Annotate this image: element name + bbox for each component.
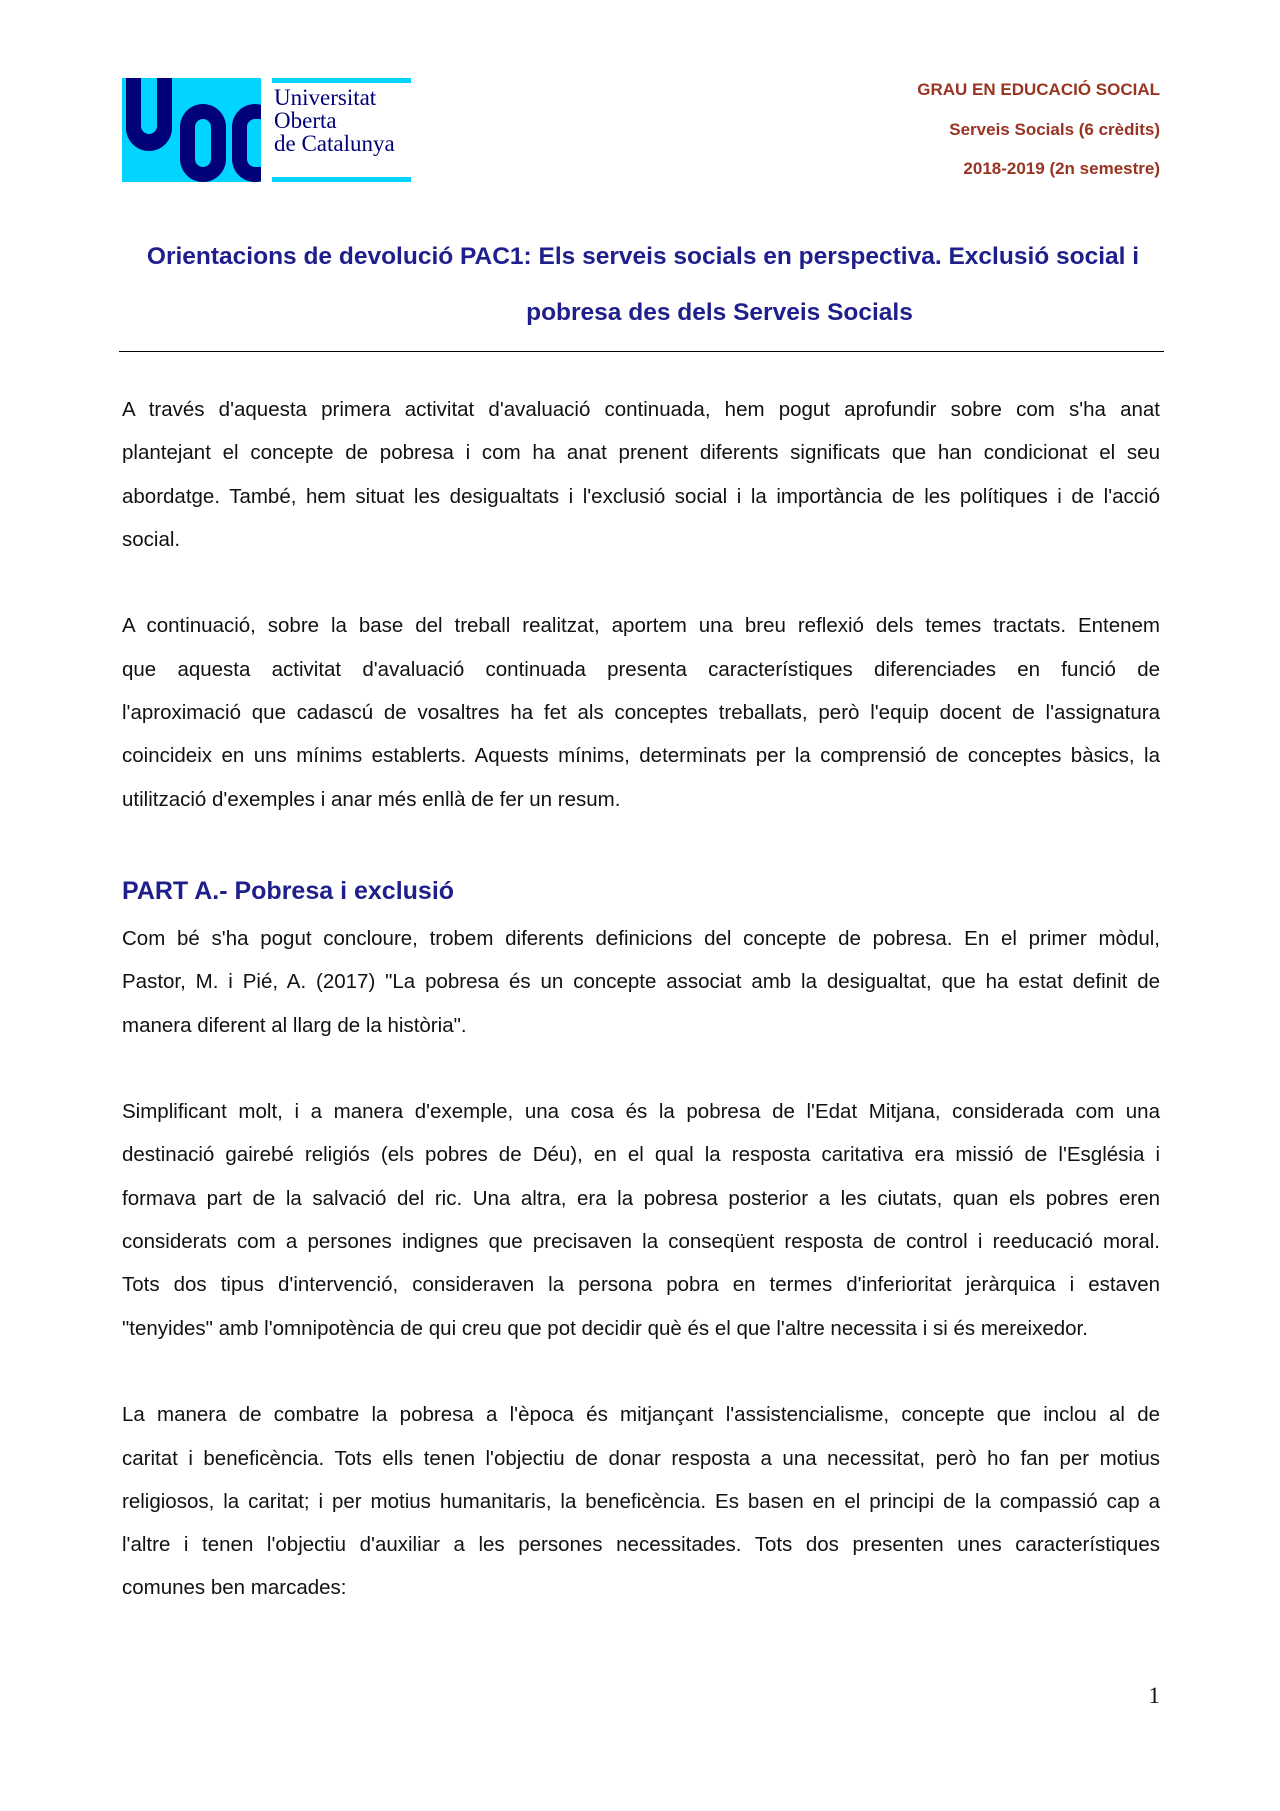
subject-name: Serveis Socials (6 crèdits): [949, 119, 1160, 139]
paragraph-line: l'aproximació que cadascú de vosaltres ha fet als conceptes treballats, però l'equip docent de l'assignatura: [122, 701, 1160, 725]
paragraph-line: A continuació, sobre la base del treball realitzat, aportem una breu reflexió dels temes tractats. Entenem: [122, 614, 1160, 638]
paragraph-line: formava part de la salvació del ric. Una altra, era la pobresa posterior a les ciutats, quan els pobres eren: [122, 1186, 1160, 1210]
paragraph-line: plantejant el concepte de pobresa i com ha anat prenent diferents significats que han condicionat el seu: [122, 441, 1160, 465]
paragraph-line: Pastor, M. i Pié, A. (2017) "La pobresa és un concepte associat amb la desigualtat, que ha estat definit de: [122, 970, 1160, 994]
logo-letter-c-counter: [247, 119, 267, 167]
uoc-logo: [122, 78, 411, 182]
paragraph-line: A través d'aquesta primera activitat d'avaluació continuada, hem pogut aprofundir sobre com s'ha anat: [122, 398, 1160, 421]
paragraph-line: Simplificant molt, i a manera d'exemple, una cosa és la pobresa de l'Edat Mitjana, considerada com una: [122, 1100, 1160, 1124]
logo-top-bar: [272, 78, 411, 83]
paragraph-line: manera diferent al llarg de la història".: [122, 1013, 467, 1037]
document-title: [122, 229, 1164, 341]
title-line: Orientacions de devolució PAC1: Els serveis socials en perspectiva. Exclusió social i: [146, 243, 1140, 270]
paragraph: [122, 917, 1160, 1047]
paragraph-line: abordatge. També, hem situat les desigualtats i l'exclusió social i la importància de les polítiques i de l'acció: [122, 484, 1160, 508]
paragraph-line: "tenyides" amb l'omnipotència de qui creu que pot decidir què és el que l'altre necessita i si és mereixedor.: [122, 1316, 1088, 1340]
paragraph: [122, 1090, 1160, 1350]
logo-text-line: Oberta: [274, 108, 337, 133]
paragraph-line: Com bé s'ha pogut concloure, trobem diferents definicions del concepte de pobresa. En el primer mòdul,: [122, 926, 1160, 950]
paragraph-line: Tots dos tipus d'intervenció, consideraven la persona pobra en termes d'inferioritat jeràrquica i estaven: [122, 1273, 1160, 1297]
page-number: 1: [1148, 1683, 1160, 1708]
title-divider: [119, 351, 1164, 352]
paragraph-line: caritat i beneficència. Tots ells tenen l'objectiu de donar resposta a una necessitat, però ho fan per motius: [122, 1446, 1160, 1470]
paragraph-line: que aquesta activitat d'avaluació continuada presenta característiques diferenciades en funció de: [122, 657, 1160, 681]
logo-text-line: Universitat: [274, 85, 377, 110]
paragraph: [122, 604, 1160, 820]
paragraph-line: social.: [122, 527, 181, 551]
paragraph-line: l'altre i tenen l'objectiu d'auxiliar a les persones necessitades. Tots dos presenten unes característiques: [122, 1533, 1160, 1557]
title-line: pobresa des dels Serveis Socials: [526, 299, 913, 326]
degree-name: GRAU EN EDUCACIÓ SOCIAL: [917, 80, 1160, 99]
logo-bottom-bar: [272, 177, 411, 182]
paragraph-line: destinació gairebé religiós (els pobres de Déu), en el qual la resposta caritativa era missió de l'Església i: [122, 1143, 1160, 1167]
logo-text-line: de Catalunya: [274, 131, 395, 156]
paragraph-line: coincideix en uns mínims establerts. Aquests mínims, determinats per la comprensió de conceptes bàsics, la: [122, 744, 1160, 768]
course-header: [917, 70, 1160, 189]
paragraph-line: religiosos, la caritat; i per motius humanitaris, la beneficència. Es basen en el principi de la compassió cap a: [122, 1489, 1160, 1513]
paragraph-line: considerats com a persones indignes que precisaven la conseqüent resposta de control i reeducació moral.: [122, 1230, 1160, 1254]
paragraph: [122, 388, 1160, 561]
logo-letter-o-counter: [195, 119, 211, 167]
document-body: [122, 388, 1160, 1653]
paragraph-line: La manera de combatre la pobresa a l'època és mitjançant l'assistencialisme, concepte que inclou al de: [122, 1403, 1160, 1427]
section-part-a: [122, 871, 1160, 1610]
paragraph: [122, 1393, 1160, 1609]
paragraph-line: comunes ben marcades:: [122, 1576, 347, 1600]
paragraph-line: utilització d'exemples i anar més enllà de fer un resum.: [122, 787, 621, 811]
section-heading: PART A.- Pobresa i exclusió: [122, 876, 455, 905]
academic-period: 2018-2019 (2n semestre): [963, 159, 1160, 178]
